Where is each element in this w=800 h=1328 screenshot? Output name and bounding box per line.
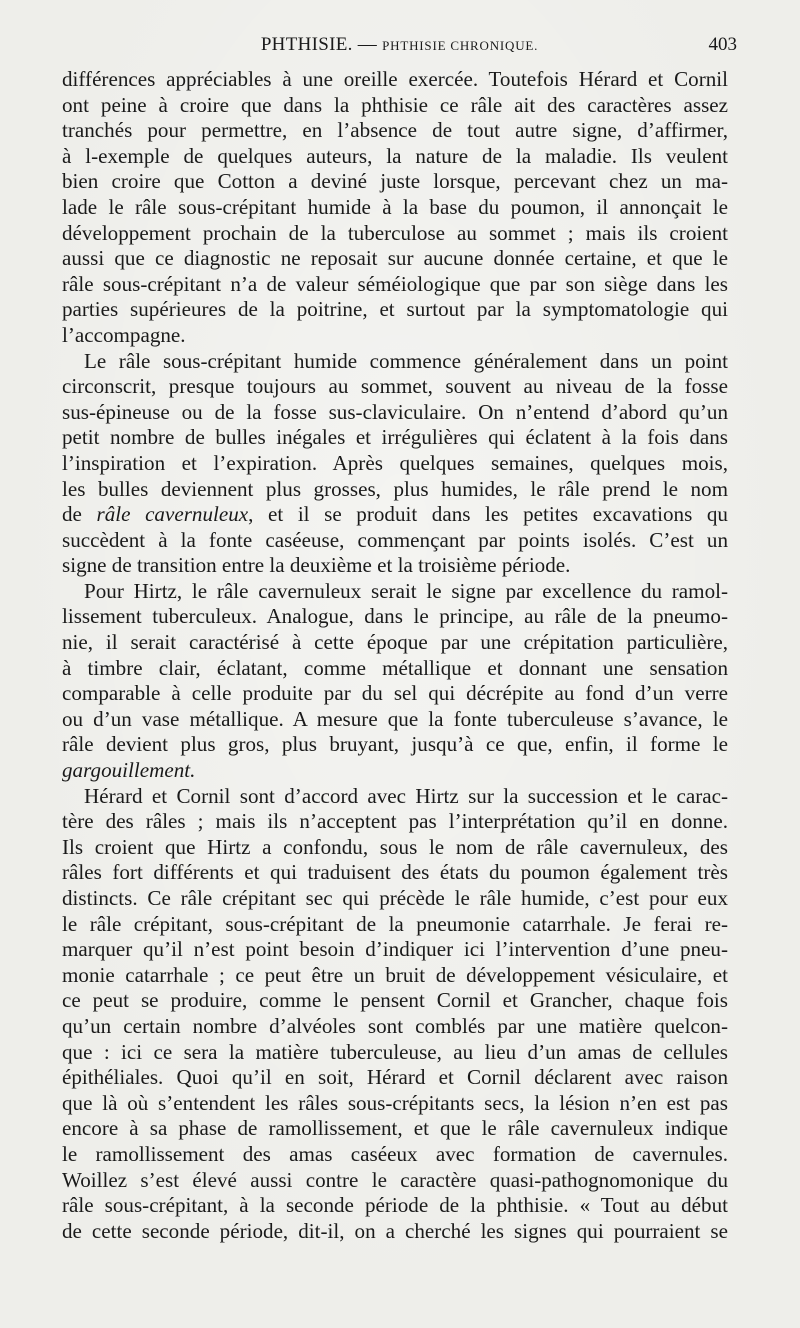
text-fragment: , et il se produit dans les petites excavations qu <box>248 502 728 527</box>
running-head-subtitle: PHTHISIE CHRONIQUE. <box>382 38 539 53</box>
text-line: tère des râles ; mais ils n’acceptent pas l’interprétation qu’il en donne. <box>62 809 728 834</box>
text-line: différences appréciables à une oreille exercée. Toutefois Hérard et Cornil <box>62 67 728 91</box>
emphasis-rale-cavernuleux: râle cavernuleux <box>96 502 249 527</box>
text-line: ou d’un vase métallique. A mesure que la fonte tuberculeuse s’avance, le <box>62 706 728 731</box>
text-line: signe de transition entre la deuxième et la troisième période. <box>62 553 571 578</box>
text-line: monie catarrhale ; ce peut être un bruit de développement vésiculaire, et <box>62 962 728 987</box>
text-line: qu’un certain nombre d’alvéoles sont comblés par une matière quelcon- <box>62 1013 728 1038</box>
text-line: comparable à celle produite par du sel qui décrépite au fond d’un verre <box>62 681 728 706</box>
text-line: petit nombre de bulles inégales et irrégulières qui éclatent à la fois dans <box>62 425 728 450</box>
text-line: développement prochain de la tuberculose au sommet ; mais ils croient <box>62 220 728 245</box>
paragraph-start-line: Hérard et Cornil sont d’accord avec Hirtz sur la succession et le carac- <box>84 783 728 808</box>
text-line: épithéliales. Quoi qu’il en soit, Hérard et Cornil déclarent avec raison <box>62 1065 728 1090</box>
text-line: marquer qu’il n’est point besoin d’indiquer ici l’intervention d’une pneu- <box>62 937 728 962</box>
text-line: Woillez s’est élevé aussi contre le caractère quasi-pathognomonique du <box>62 1167 728 1192</box>
text-line: râle sous-crépitant n’a de valeur séméiologique que par son siège dans les <box>62 271 728 296</box>
text-line-with-emphasis <box>62 502 728 528</box>
emphasis-gargouillement: gargouillement. <box>62 758 196 783</box>
text-line: le râle crépitant, sous-crépitant de la pneumonie catarrhale. Je ferai re- <box>62 911 728 936</box>
text-line: que : ici ce sera la matière tuberculeuse, au lieu d’un amas de cellules <box>62 1039 728 1064</box>
body-text <box>62 67 728 1244</box>
text-line: ce peut se produire, comme le pensent Cornil et Grancher, chaque fois <box>62 988 728 1013</box>
paragraph-start-line: Le râle sous-crépitant humide commence généralement dans un point <box>84 348 728 373</box>
text-line: que là où s’entendent les râles sous-crépitants secs, la lésion n’en est pas <box>62 1090 728 1115</box>
text-line: à timbre clair, éclatant, comme métallique et donnant une sensation <box>62 655 728 680</box>
text-line: aussi que ce diagnostic ne reposait sur aucune donnée certaine, et que le <box>62 246 728 271</box>
page-number: 403 <box>708 34 737 55</box>
text-line: à l-exemple de quelques auteurs, la nature de la maladie. Ils veulent <box>62 143 728 168</box>
text-line: râle sous-crépitant, à la seconde période de la phthisie. « Tout au début <box>62 1193 728 1218</box>
text-line: distincts. Ce râle crépitant sec qui précède le râle humide, c’est pour eux <box>62 886 728 910</box>
text-line: l’accompagne. <box>62 322 186 347</box>
text-line: nie, il serait caractérisé à cette époque par une crépitation particulière, <box>62 630 728 655</box>
text-line: le ramollissement des amas caséeux avec formation de cavernules. <box>62 1141 728 1166</box>
text-line: lade le râle sous-crépitant humide à la base du poumon, il annonçait le <box>62 194 728 219</box>
text-line: l’inspiration et l’expiration. Après quelques semaines, quelques mois, <box>62 450 728 475</box>
text-line: de cette seconde période, dit-il, on a cherché les signes qui pourraient se <box>62 1218 728 1243</box>
text-line: encore à sa phase de ramollissement, et que le râle cavernuleux indique <box>62 1116 728 1141</box>
running-head-title: PHTHISIE. <box>260 34 353 55</box>
page-header <box>62 34 737 58</box>
running-head <box>62 34 737 56</box>
text-line: râle devient plus gros, plus bruyant, jusqu’à ce que, enfin, il forme le <box>62 732 728 757</box>
text-line: râles fort différents et qui traduisent des états du poumon également très <box>62 860 728 885</box>
text-fragment: de <box>62 502 97 527</box>
text-line: lissement tuberculeux. Analogue, dans le principe, au râle de la pneumo- <box>62 604 728 629</box>
text-line: parties supérieures de la poitrine, et surtout par la symptomatologie qui <box>62 297 728 322</box>
paragraph-start-line: Pour Hirtz, le râle cavernuleux serait le signe par excellence du ramol- <box>84 578 728 603</box>
text-line: circonscrit, presque toujours au sommet, souvent au niveau de la fosse <box>62 374 728 399</box>
text-line: Ils croient que Hirtz a confondu, sous le nom de râle cavernuleux, des <box>62 834 728 859</box>
text-line: les bulles deviennent plus grosses, plus humides, le râle prend le nom <box>62 476 728 501</box>
text-line: ont peine à croire que dans la phthisie ce râle ait des caractères assez <box>62 92 728 117</box>
running-head-separator: — <box>357 34 378 55</box>
text-line: tranchés pour permettre, en l’absence de tout autre signe, d’affirmer, <box>62 118 728 143</box>
text-line <box>62 758 728 784</box>
text-line: sus-épineuse ou de la fosse sus-claviculaire. On n’entend d’abord qu’un <box>62 399 728 424</box>
text-line: succèdent à la fonte caséeuse, commençant par points isolés. C’est un <box>62 527 728 552</box>
text-line: bien croire que Cotton a deviné juste lorsque, percevant chez un ma- <box>62 169 728 194</box>
